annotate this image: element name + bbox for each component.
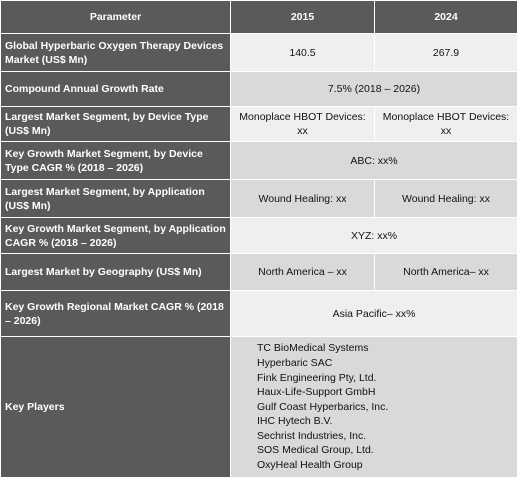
- list-item: SOS Medical Group, Ltd.: [257, 444, 374, 457]
- list-item: Hyperbaric SAC: [257, 356, 333, 369]
- value-2024: Monoplace HBOT Devices: xx: [375, 107, 517, 142]
- row-label: Compound Annual Growth Rate: [1, 72, 231, 107]
- merged-value: XYZ: xx%: [231, 218, 517, 254]
- table-row: [1, 218, 517, 254]
- key-players-list: [231, 337, 517, 478]
- value-2015: 140.5: [231, 34, 375, 72]
- header-parameter: Parameter: [1, 1, 231, 34]
- list-item: Sechrist Industries, Inc.: [257, 429, 367, 442]
- table-row: [1, 34, 517, 72]
- row-label: Key Growth Market Segment, by Device Type CAGR % (2018 – 2026): [1, 142, 231, 180]
- key-players-row: [1, 337, 517, 478]
- merged-value: ABC: xx%: [231, 142, 517, 180]
- header-2015: 2015: [231, 1, 375, 34]
- table-row: [1, 180, 517, 218]
- row-label: Largest Market Segment, by Application (US$ Mn): [1, 180, 231, 218]
- value-2024: North America– xx: [375, 254, 517, 291]
- row-label: Key Growth Market Segment, by Application CAGR % (2018 – 2026): [1, 218, 231, 254]
- value-2015: Wound Healing: xx: [231, 180, 375, 218]
- row-label: Largest Market by Geography (US$ Mn): [1, 254, 231, 291]
- list-item: OxyHeal Health Group: [257, 459, 363, 472]
- header-2024: 2024: [375, 1, 517, 34]
- merged-value: Asia Pacific– xx%: [231, 291, 517, 337]
- table-row: [1, 107, 517, 142]
- table-row: [1, 142, 517, 180]
- table-row: [1, 72, 517, 107]
- value-2024: 267.9: [375, 34, 517, 72]
- key-players-label: Key Players: [1, 337, 231, 478]
- list-item: Gulf Coast Hyperbarics, Inc.: [257, 400, 389, 413]
- header-row: [1, 1, 517, 34]
- value-2015: North America – xx: [231, 254, 375, 291]
- table-row: [1, 291, 517, 337]
- list-item: Haux-Life-Support GmbH: [257, 386, 376, 399]
- list-item: IHC Hytech B.V.: [257, 415, 333, 428]
- value-2024: Wound Healing: xx: [375, 180, 517, 218]
- merged-value: 7.5% (2018 – 2026): [231, 72, 517, 107]
- value-2015: Monoplace HBOT Devices: xx: [231, 107, 375, 142]
- list-item: TC BioMedical Systems: [257, 342, 369, 355]
- row-label: Global Hyperbaric Oxygen Therapy Devices Market (US$ Mn): [1, 34, 231, 72]
- list-item: Fink Engineering Pty, Ltd.: [257, 371, 377, 384]
- table-row: [1, 254, 517, 291]
- row-label: Key Growth Regional Market CAGR % (2018 – 2026): [1, 291, 231, 337]
- row-label: Largest Market Segment, by Device Type (US$ Mn): [1, 107, 231, 142]
